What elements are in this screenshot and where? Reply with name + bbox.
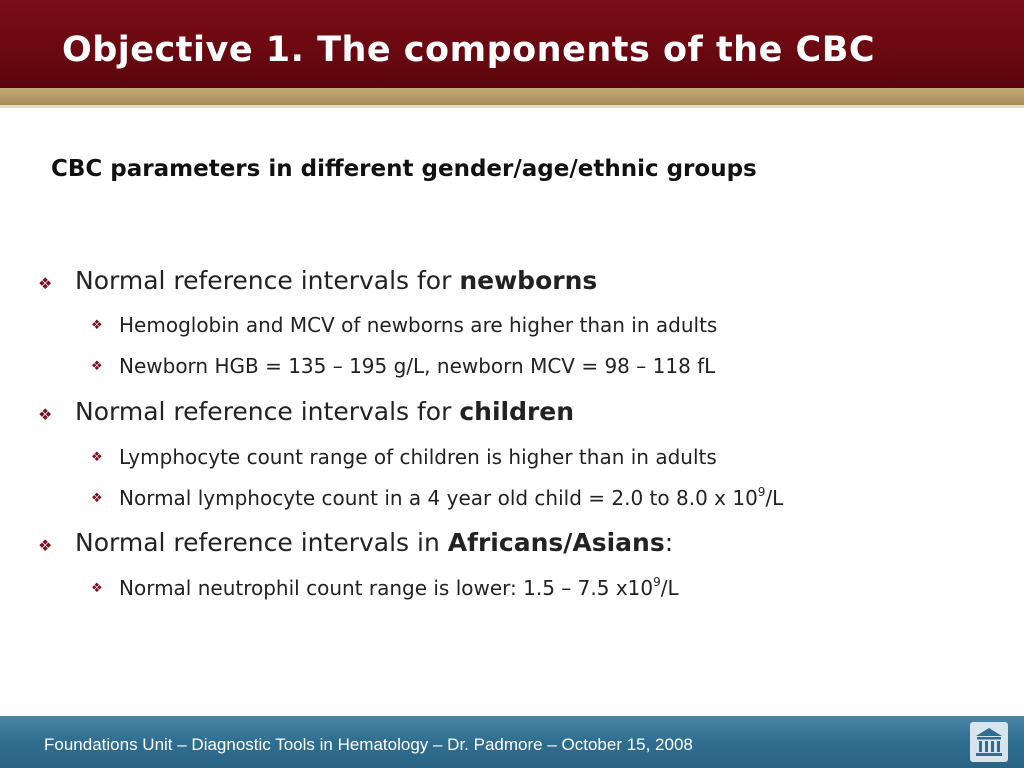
slide-title: Objective 1. The components of the CBC bbox=[62, 30, 876, 70]
sub-bullet-unit: /L bbox=[660, 576, 679, 600]
diamond-bullet-icon: ❖ bbox=[38, 274, 53, 293]
diamond-bullet-icon: ❖ bbox=[38, 405, 53, 424]
diamond-bullet-icon: ❖ bbox=[91, 581, 103, 596]
sub-bullet: Hemoglobin and MCV of newborns are higher than in adults bbox=[119, 313, 718, 337]
bullet-text: Normal reference intervals for bbox=[75, 397, 460, 426]
sub-bullet: Newborn HGB = 135 – 195 g/L, newborn MCV = 98 – 118 fL bbox=[119, 354, 716, 378]
building-columns-icon bbox=[970, 722, 1008, 762]
exponent: 9 bbox=[653, 575, 661, 589]
bullet-suffix: : bbox=[664, 528, 674, 557]
sub-bullet-text: Normal neutrophil count range is lower: 1.5 – 7.5 x10 bbox=[119, 576, 654, 600]
bullet-children bbox=[75, 397, 574, 426]
sub-bullet bbox=[119, 486, 783, 510]
bullet-emphasis: children bbox=[459, 397, 575, 426]
diamond-bullet-icon: ❖ bbox=[38, 536, 53, 555]
exponent: 9 bbox=[757, 485, 766, 499]
sub-bullet-unit: /L bbox=[765, 486, 784, 510]
sub-bullet: Lymphocyte count range of children is higher than in adults bbox=[119, 445, 717, 469]
slide-subtitle: CBC parameters in different gender/age/ethnic groups bbox=[51, 156, 757, 182]
bullet-text: Normal reference intervals for bbox=[75, 266, 460, 295]
footer-text: Foundations Unit – Diagnostic Tools in Hematology – Dr. Padmore – October 15, 2008 bbox=[44, 735, 693, 754]
bullet-emphasis: newborns bbox=[459, 266, 598, 295]
diamond-bullet-icon: ❖ bbox=[91, 491, 103, 506]
diamond-bullet-icon: ❖ bbox=[91, 359, 103, 374]
bullet-emphasis: Africans/Asians bbox=[447, 528, 665, 557]
sub-bullet-text: Normal lymphocyte count in a 4 year old child = 2.0 to 8.0 x 10 bbox=[119, 486, 758, 510]
diamond-bullet-icon: ❖ bbox=[91, 318, 103, 333]
diamond-bullet-icon: ❖ bbox=[91, 450, 103, 465]
sub-bullet bbox=[119, 576, 679, 600]
bullet-newborns bbox=[75, 266, 597, 295]
footer-bar bbox=[0, 716, 1024, 768]
bullet-text: Normal reference intervals in bbox=[75, 528, 448, 557]
bullet-ethnic bbox=[75, 528, 673, 557]
